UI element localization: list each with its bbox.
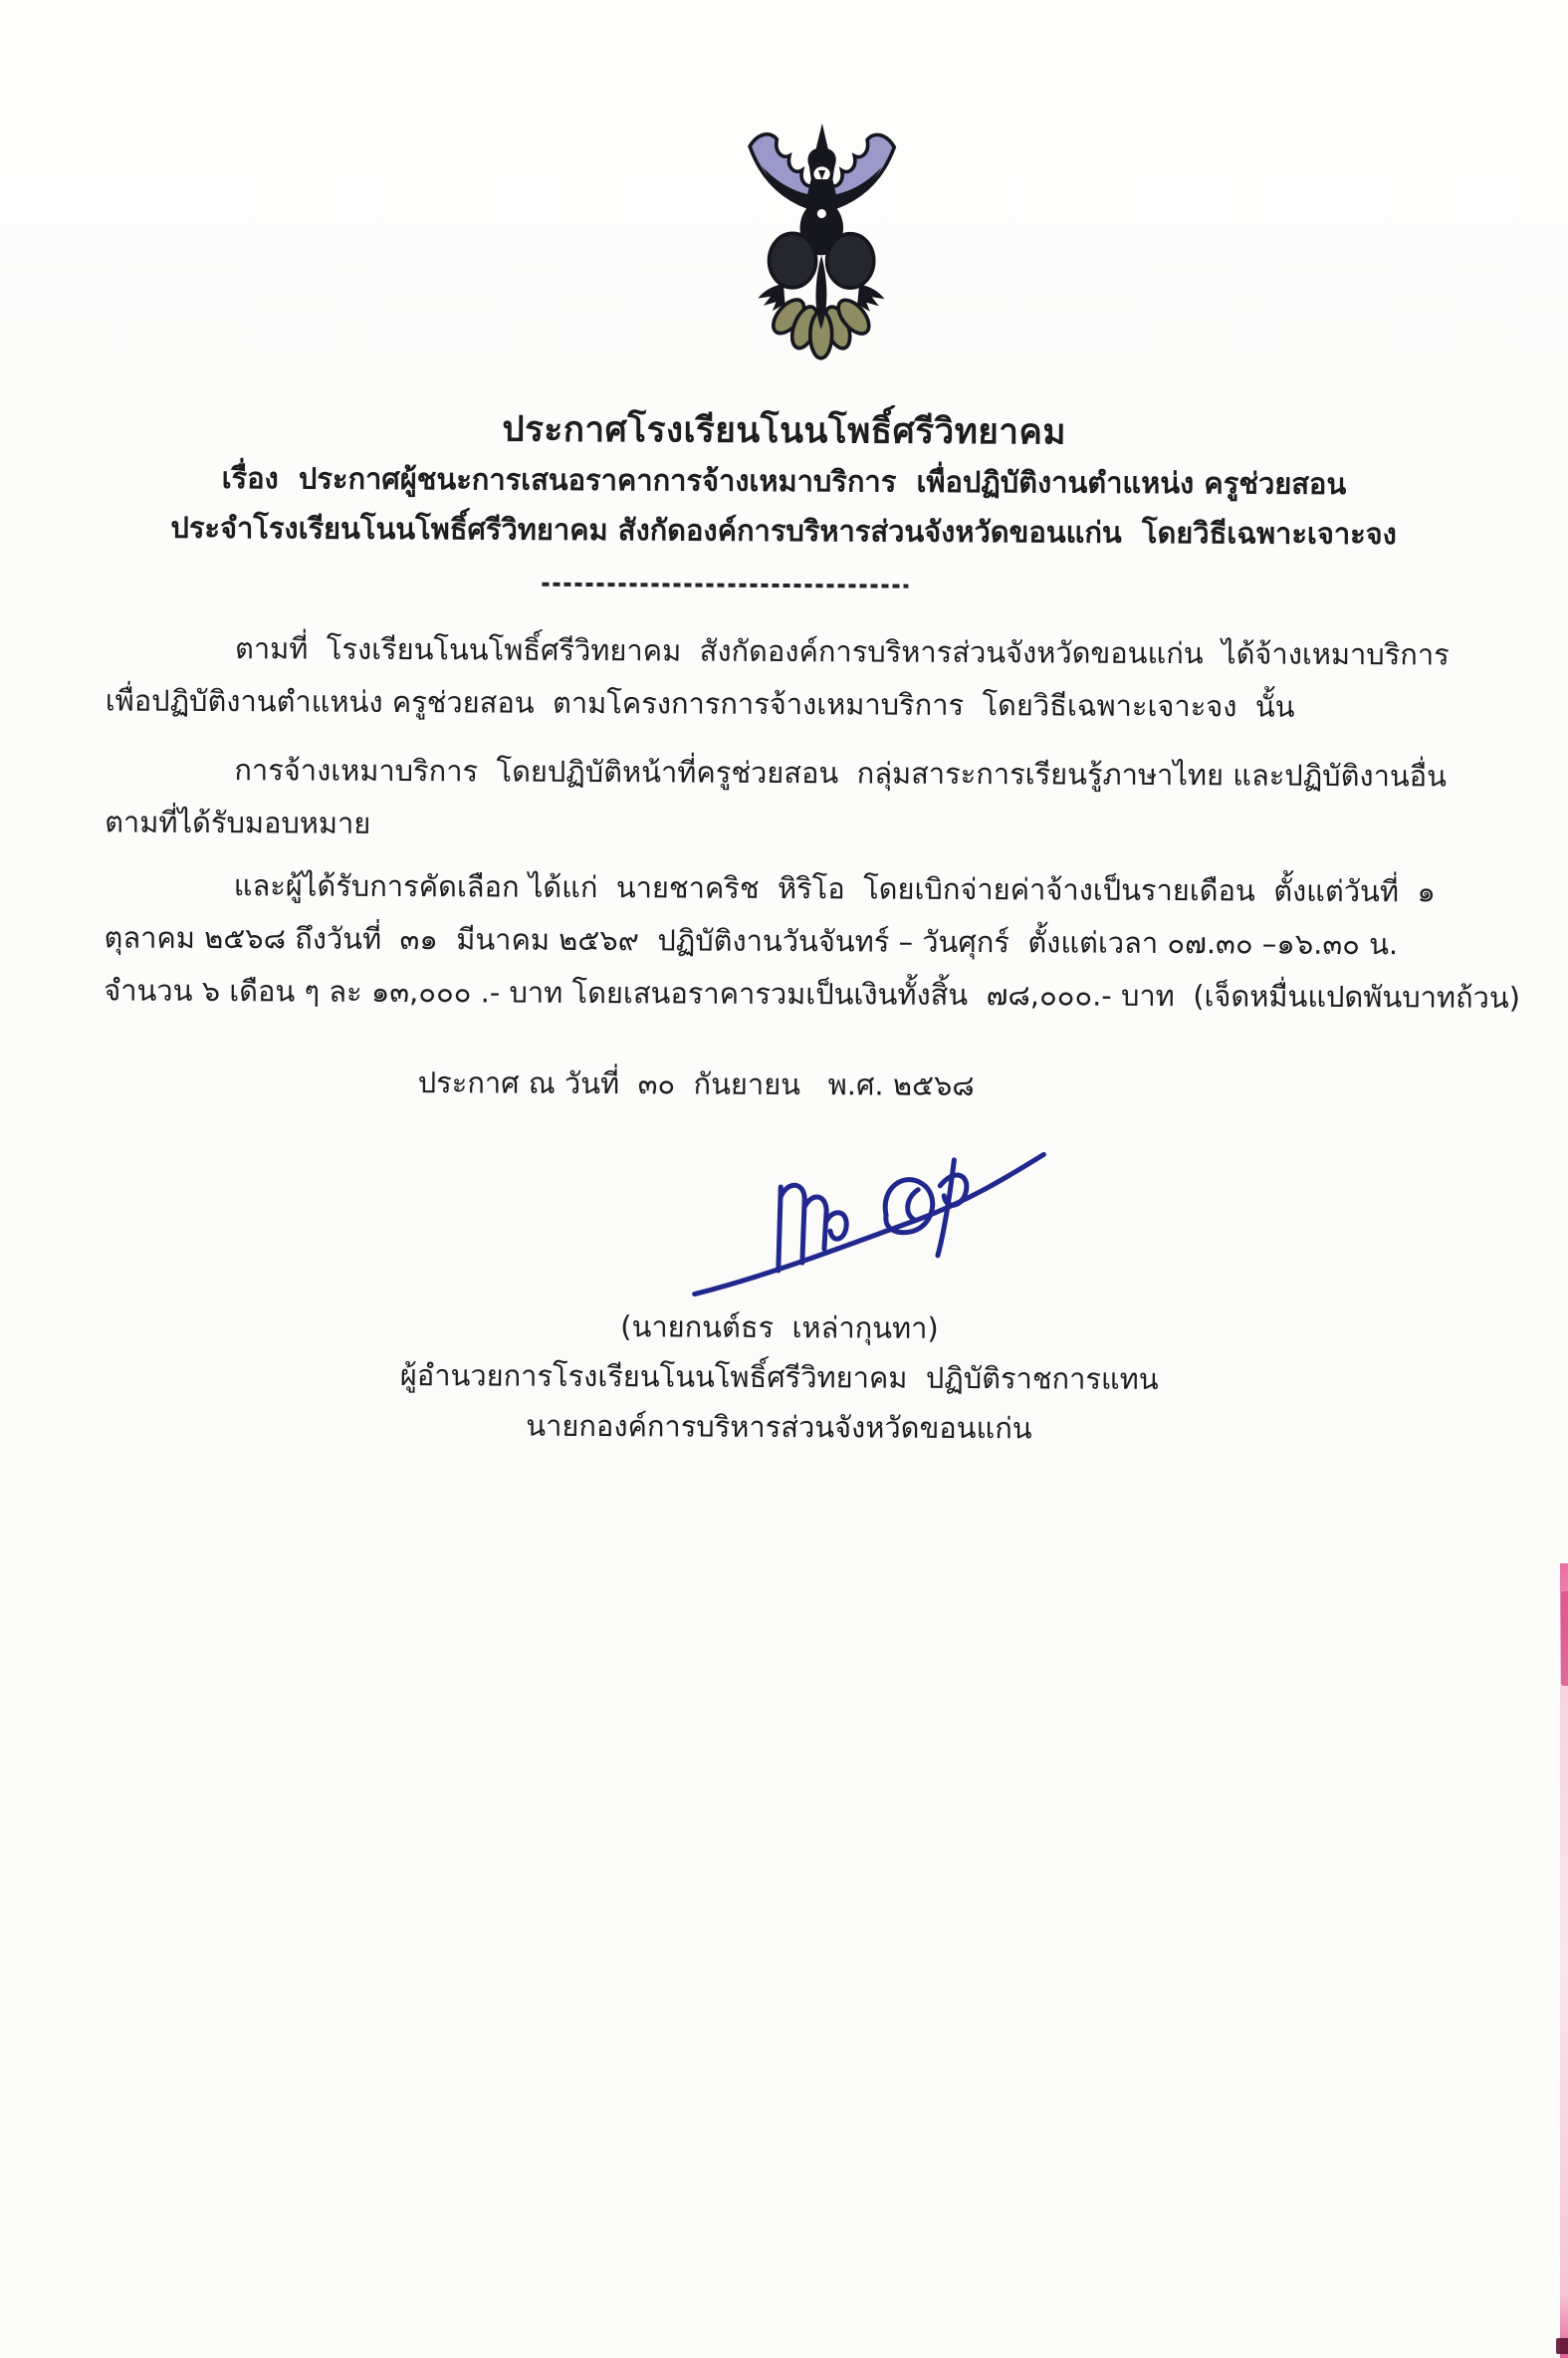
paragraph-3-line-3: จำนวน ๖ เดือน ๆ ละ ๑๓,๐๐๐ .- บาท โดยเสนอราคารวมเป็นเงินทั้งสิ้น ๗๘,๐๐๐.- บาท (เจ็ดหมื่นแปดพันบาทถ้วน) — [104, 973, 1521, 1015]
garuda-emblem-icon — [731, 119, 913, 364]
scan-corner-speck — [1556, 2338, 1568, 2354]
paragraph-1-line-1: ตามที่ โรงเรียนโนนโพธิ์ศรีวิทยาคม สังกัดองค์การบริหารส่วนจังหวัดขอนแก่น ได้จ้างเหมาบริการ — [234, 631, 1450, 672]
scan-edge-smudge — [1561, 1591, 1568, 1686]
dashed-divider — [542, 583, 908, 589]
subject-line-2: ประจำโรงเรียนโนนโพธิ์ศรีวิทยาคม สังกัดองค์การบริหารส่วนจังหวัดขอนแก่น โดยวิธีเฉพาะเจาะจง — [170, 510, 1397, 552]
paragraph-1-line-2: เพื่อปฏิบัติงานตำแหน่ง ครูช่วยสอน ตามโครงการการจ้างเหมาบริการ โดยวิธีเฉพาะเจาะจง นั้น — [105, 683, 1295, 724]
paragraph-3-line-2: ตุลาคม ๒๕๖๘ ถึงวันที่ ๓๑ มีนาคม ๒๕๖๙ ปฏิบัติงานวันจันทร์ – วันศุกร์ ตั้งแต่เวลา ๐๗.๓๐ –๑๖.๓๐ น. — [104, 920, 1399, 962]
signatory-position-1: ผู้อำนวยการโรงเรียนโนนโพธิ์ศรีวิทยาคม ปฏิบัติราชการแทน — [399, 1357, 1159, 1396]
paragraph-2-line-2: ตามที่ได้รับมอบหมาย — [105, 805, 371, 840]
page-title: ประกาศโรงเรียนโนนโพธิ์ศรีวิทยาคม — [502, 409, 1067, 453]
announcement-date-line: ประกาศ ณ วันที่ ๓๐ กันยายน พ.ศ. ๒๕๖๘ — [417, 1065, 975, 1103]
paragraph-3 — [104, 858, 1521, 1024]
subject-line-1: เรื่อง ประกาศผู้ชนะการเสนอราคาการจ้างเหมาบริการ เพื่อปฏิบัติงานตำแหน่ง ครูช่วยสอน — [221, 461, 1347, 501]
paragraph-1 — [106, 621, 1485, 734]
paragraph-2 — [105, 743, 1484, 855]
paragraph-2-line-1: การจ้างเหมาบริการ โดยปฏิบัติหน้าที่ครูช่วยสอน กลุ่มสาระการเรียนรู้ภาษาไทย และปฏิบัติงานอื่น — [234, 753, 1448, 794]
signatory-position-2: นายกองค์การบริหารส่วนจังหวัดขอนแก่น — [526, 1408, 1032, 1446]
signatory-name: (นายกนต์ธร เหล่ากุนทา) — [620, 1309, 939, 1345]
paragraph-3-line-1: และผู้ได้รับการคัดเลือก ได้แก่ นายชาคริช หิริโอ โดยเบิกจ่ายค่าจ้างเป็นรายเดือน ตั้งแต่วันที่ ๑ — [233, 868, 1436, 909]
signature — [683, 1122, 1062, 1308]
